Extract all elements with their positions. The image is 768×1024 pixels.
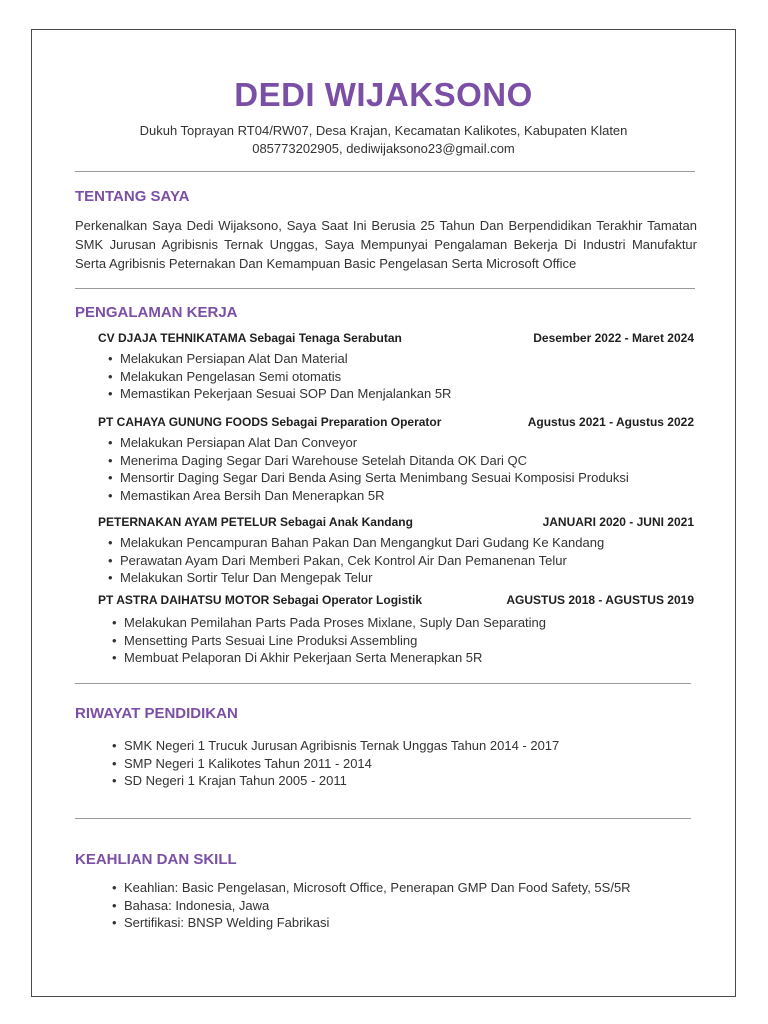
about-paragraph: Perkenalkan Saya Dedi Wijaksono, Saya Saat Ini Berusia 25 Tahun Dan Berpendidikan Terakhir Tamatan SMK Jurusan Agribisnis Ternak Unggas, Saya Mempunyai Pengalaman Bekerja Di Industri Manufaktur Serta Agribisnis Peternakan Dan Kemampuan Basic Pengelasan Serta Microsoft Office (75, 218, 697, 271)
list-item: • SD Negeri 1 Krajan Tahun 2005 - 2011 (112, 773, 347, 788)
bullet-icon: • (112, 632, 117, 648)
section-title-experience: PENGALAMAN KERJA (75, 304, 238, 321)
bullet-icon: • (108, 435, 113, 450)
job-period: Desember 2022 - Maret 2024 (533, 331, 694, 345)
list-item: • Membuat Pelaporan Di Akhir Pekerjaan Serta Menerapkan 5R (112, 650, 483, 665)
list-item: • Bahasa: Indonesia, Jawa (112, 897, 270, 913)
contact-line: 085773202905, dediwijaksono23@gmail.com (252, 141, 515, 156)
bullet-icon: • (112, 880, 117, 895)
cv-page (31, 29, 736, 997)
job-task-list (112, 614, 546, 667)
education-list (112, 737, 559, 790)
section-title-about: TENTANG SAYA (75, 188, 190, 205)
list-item: • SMP Negeri 1 Kalikotes Tahun 2011 - 2014 (112, 755, 372, 771)
bullet-icon: • (108, 552, 113, 568)
list-item: • Menerima Daging Segar Dari Warehouse Setelah Ditanda OK Dari QC (108, 452, 528, 468)
divider (75, 818, 691, 819)
address-line: Dukuh Toprayan RT04/RW07, Desa Krajan, Kecamatan Kalikotes, Kabupaten Klaten (139, 123, 628, 138)
list-item: • SMK Negeri 1 Trucuk Jurusan Agribisnis Ternak Unggas Tahun 2014 - 2017 (112, 738, 560, 753)
bullet-icon: • (112, 773, 117, 788)
list-item: • Melakukan Pengelasan Semi otomatis (108, 368, 342, 384)
bullet-icon: • (108, 487, 113, 503)
job-task-list (108, 534, 604, 587)
bullet-icon: • (108, 368, 113, 384)
bullet-icon: • (112, 738, 117, 753)
bullet-icon: • (108, 351, 113, 366)
job-period: AGUSTUS 2018 - AGUSTUS 2019 (506, 593, 694, 607)
job-company: PT ASTRA DAIHATSU MOTOR Sebagai Operator Logistik (98, 593, 423, 607)
bullet-icon: • (108, 452, 113, 468)
bullet-icon: • (112, 915, 117, 930)
bullet-icon: • (112, 650, 117, 665)
skills-list (112, 879, 631, 932)
list-item: • Keahlian: Basic Pengelasan, Microsoft Office, Penerapan GMP Dan Food Safety, 5S/5R (112, 880, 631, 895)
bullet-icon: • (108, 535, 113, 550)
list-item: • Mensetting Parts Sesuai Line Produksi Assembling (112, 632, 418, 648)
list-item: • Sertifikasi: BNSP Welding Fabrikasi (112, 915, 330, 930)
divider (75, 288, 695, 289)
job-company: PETERNAKAN AYAM PETELUR Sebagai Anak Kandang (98, 515, 413, 529)
bullet-icon: • (108, 386, 113, 401)
bullet-icon: • (108, 570, 113, 585)
section-title-skills: KEAHLIAN DAN SKILL (75, 851, 237, 868)
job-company: PT CAHAYA GUNUNG FOODS Sebagai Preparation Operator (98, 415, 442, 429)
job-task-list (108, 350, 451, 403)
job-company: CV DJAJA TEHNIKATAMA Sebagai Tenaga Serabutan (98, 331, 402, 345)
bullet-icon: • (112, 897, 117, 913)
candidate-name: DEDI WIJAKSONO (234, 76, 533, 113)
job-period: Agustus 2021 - Agustus 2022 (527, 415, 694, 429)
list-item: • Melakukan Pemilahan Parts Pada Proses Mixlane, Suply Dan Separating (112, 615, 547, 630)
job-period: JANUARI 2020 - JUNI 2021 (542, 515, 694, 529)
bullet-icon: • (108, 470, 113, 485)
divider (75, 683, 691, 684)
section-title-education: RIWAYAT PENDIDIKAN (75, 705, 238, 722)
list-item: • Perawatan Ayam Dari Memberi Pakan, Cek Kontrol Air Dan Pemanenan Telur (108, 552, 567, 568)
list-item: • Melakukan Sortir Telur Dan Mengepak Telur (108, 570, 373, 585)
list-item: • Melakukan Persiapan Alat Dan Material (108, 351, 348, 366)
divider (75, 171, 695, 172)
list-item: • Melakukan Pencampuran Bahan Pakan Dan Mengangkut Dari Gudang Ke Kandang (108, 535, 605, 550)
bullet-icon: • (112, 755, 117, 771)
list-item: • Memastikan Pekerjaan Sesuai SOP Dan Menjalankan 5R (108, 386, 452, 401)
list-item: • Mensortir Daging Segar Dari Benda Asing Serta Menimbang Sesuai Komposisi Produksi (108, 470, 629, 485)
bullet-icon: • (112, 615, 117, 630)
job-task-list (108, 434, 629, 504)
list-item: • Melakukan Persiapan Alat Dan Conveyor (108, 435, 358, 450)
list-item: • Memastikan Area Bersih Dan Menerapkan 5R (108, 487, 385, 503)
